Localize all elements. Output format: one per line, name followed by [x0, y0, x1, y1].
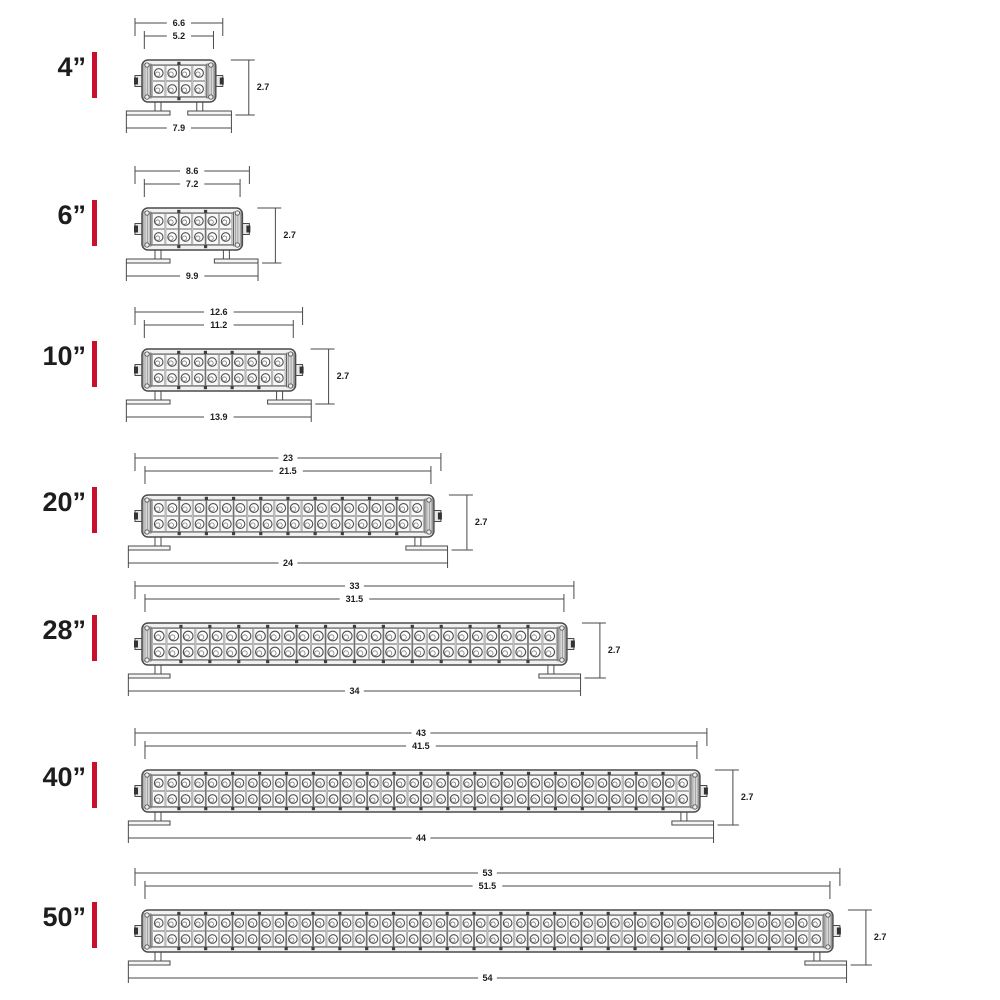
- corner-screw: [145, 626, 149, 630]
- end-cap: [143, 914, 151, 948]
- corner-screw: [145, 63, 149, 67]
- red-accent-bar: [92, 200, 97, 246]
- mount-bracket: [128, 537, 170, 550]
- dim-overall-width: 12.6: [210, 307, 228, 318]
- dim-lens-width: 7.2: [185, 179, 199, 190]
- dim-mount-width: 13.9: [210, 412, 228, 423]
- mount-bracket: [126, 102, 170, 115]
- dim-height-group: [449, 495, 488, 550]
- dim-height-group: [311, 349, 350, 404]
- corner-screw: [145, 945, 149, 949]
- dim-mount-width: 9.9: [185, 271, 199, 282]
- mount-bracket: [805, 952, 847, 965]
- end-cap: [233, 212, 241, 246]
- corner-screw: [693, 805, 697, 809]
- dim-height-group: [715, 770, 754, 825]
- mount-bracket: [188, 102, 232, 115]
- size-label: 50”: [42, 902, 86, 932]
- dim-overall-width: 53: [482, 868, 493, 879]
- dim-mount-width: 7.9: [172, 123, 186, 134]
- dim-overall-width: 8.6: [185, 166, 199, 177]
- size-label: 4”: [57, 52, 86, 82]
- red-accent-bar: [92, 902, 97, 948]
- corner-screw: [145, 913, 149, 917]
- dim-overall-width: 43: [415, 728, 426, 739]
- mount-bracket: [268, 391, 312, 404]
- mount-bracket: [126, 250, 170, 263]
- end-cap: [143, 212, 151, 246]
- mount-bracket: [126, 391, 170, 404]
- row-4-inch-bar: [57, 18, 269, 133]
- corner-screw: [693, 773, 697, 777]
- size-label: 28”: [42, 615, 86, 645]
- end-cap: [143, 627, 151, 661]
- mount-bracket: [128, 952, 170, 965]
- dim-lens-width: 51.5: [478, 881, 497, 892]
- corner-screw: [427, 530, 431, 534]
- end-cap: [425, 499, 433, 533]
- end-cap: [287, 353, 295, 387]
- dim-mount-width: 54: [482, 973, 493, 984]
- corner-screw: [235, 211, 239, 215]
- end-cap: [143, 774, 151, 808]
- dim-height-group: [231, 60, 270, 115]
- led-grid: [153, 775, 690, 807]
- dim-lens-width: 11.2: [210, 320, 228, 331]
- dim-mount-width: 44: [415, 833, 426, 844]
- corner-screw: [560, 658, 564, 662]
- row-20-inch-bar: [42, 453, 487, 568]
- corner-screw: [826, 945, 830, 949]
- end-cap: [143, 64, 151, 98]
- dim-lens-width: 31.5: [345, 594, 364, 605]
- end-cap: [143, 499, 151, 533]
- dim-height-group: [582, 623, 621, 678]
- corner-screw: [145, 530, 149, 534]
- row-10-inch-bar: [42, 307, 349, 422]
- mount-bracket: [539, 665, 581, 678]
- corner-screw: [288, 384, 292, 388]
- corner-screw: [560, 626, 564, 630]
- mount-bracket: [672, 812, 714, 825]
- corner-screw: [145, 805, 149, 809]
- corner-screw: [235, 243, 239, 247]
- size-label: 6”: [57, 200, 86, 230]
- dim-height-label: 2.7: [336, 371, 350, 381]
- red-accent-bar: [92, 615, 97, 661]
- dim-height-label: 2.7: [474, 517, 488, 527]
- dim-mount-width: 24: [282, 558, 293, 569]
- mount-bracket: [406, 537, 448, 550]
- end-cap: [691, 774, 699, 808]
- corner-screw: [145, 498, 149, 502]
- dim-mount-width: 34: [349, 686, 360, 697]
- corner-screw: [209, 95, 213, 99]
- red-accent-bar: [92, 762, 97, 808]
- end-cap: [207, 64, 215, 98]
- dim-height-group: [848, 910, 887, 965]
- dim-lens-width: 5.2: [172, 31, 186, 42]
- row-50-inch-bar: [42, 868, 886, 983]
- dim-overall-width: 6.6: [172, 18, 186, 29]
- red-accent-bar: [92, 341, 97, 387]
- corner-screw: [145, 243, 149, 247]
- mount-bracket: [128, 665, 170, 678]
- corner-screw: [145, 384, 149, 388]
- end-cap: [558, 627, 566, 661]
- corner-screw: [427, 498, 431, 502]
- row-28-inch-bar: [42, 581, 620, 696]
- corner-screw: [145, 658, 149, 662]
- dim-lens-width: 41.5: [412, 741, 430, 752]
- corner-screw: [209, 63, 213, 67]
- size-label: 40”: [42, 762, 86, 792]
- corner-screw: [826, 913, 830, 917]
- corner-screw: [145, 211, 149, 215]
- corner-screw: [145, 95, 149, 99]
- row-6-inch-bar: [57, 166, 295, 281]
- dim-lens-width: 21.5: [279, 466, 297, 477]
- dim-overall-width: 23: [282, 453, 293, 464]
- corner-screw: [145, 352, 149, 356]
- dim-height-label: 2.7: [873, 932, 887, 942]
- size-label: 10”: [42, 341, 86, 371]
- red-accent-bar: [92, 52, 97, 98]
- mount-bracket: [128, 812, 170, 825]
- dim-overall-width: 33: [349, 581, 360, 592]
- corner-screw: [145, 773, 149, 777]
- red-accent-bar: [92, 487, 97, 533]
- end-cap: [143, 353, 151, 387]
- dim-height-label: 2.7: [740, 792, 754, 802]
- dim-height-group: [257, 208, 296, 263]
- row-40-inch-bar: [42, 728, 753, 843]
- end-cap: [824, 914, 832, 948]
- mount-bracket: [214, 250, 258, 263]
- corner-screw: [288, 352, 292, 356]
- size-label: 20”: [42, 487, 86, 517]
- dim-height-label: 2.7: [283, 230, 296, 240]
- dim-height-label: 2.7: [256, 82, 270, 92]
- dim-height-label: 2.7: [607, 645, 621, 655]
